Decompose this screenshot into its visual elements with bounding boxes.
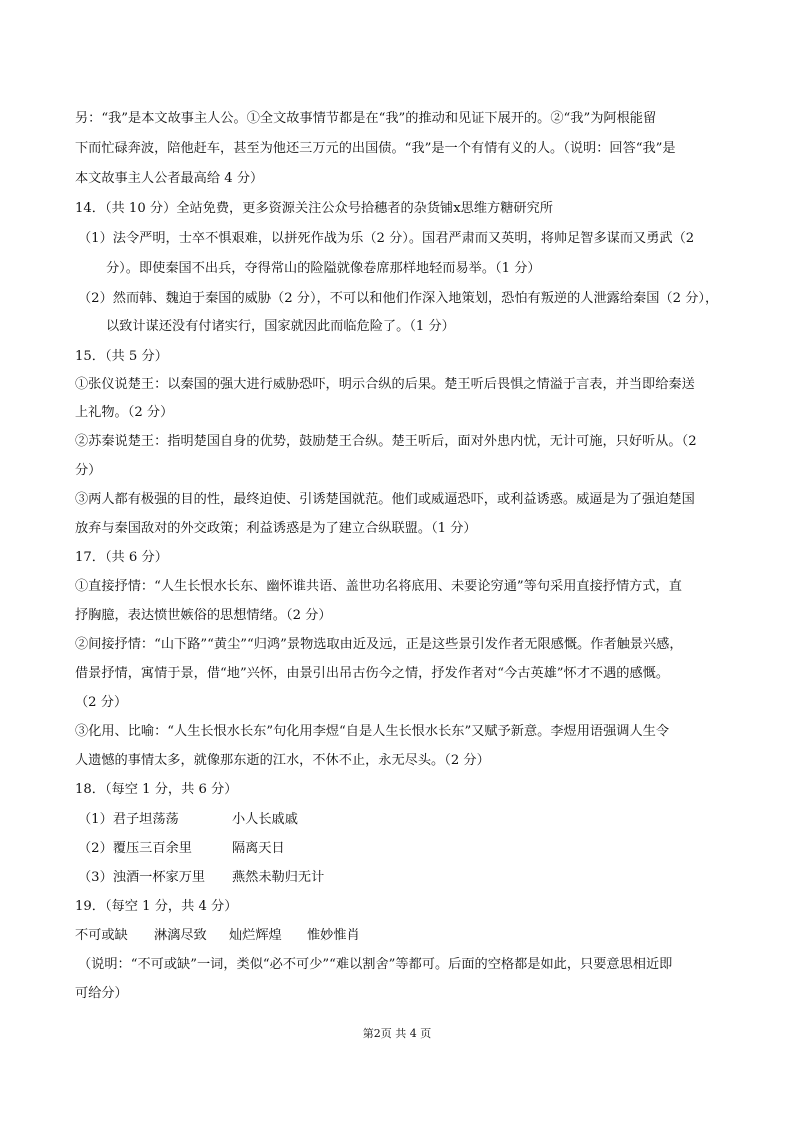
text-line: ②间接抒情：“山下路”“黄尘”“归鸿”景物选取由近及远，正是这些景引发作者无限感慨。作者触景兴感，	[75, 637, 683, 652]
text-line: 借景抒情，寓情于景，借“地”兴怀，由景引出吊古伤今之情，抒发作者对“今古英雄”怀才不遇的感慨。	[75, 666, 670, 681]
text-line: 分）。即使秦国不出兵，夺得常山的险隘就像卷席那样地轻而易举。（1 分）	[106, 261, 541, 276]
section-heading-18: 18．（每空 1 分，共 6 分）	[75, 782, 238, 797]
section-heading-19: 19．（每空 1 分，共 4 分）	[75, 899, 238, 914]
text-line: 另：“我”是本文故事主人公。①全文故事情节都是在“我”的推动和见证下展开的。②“我”为阿根能留	[75, 111, 657, 126]
blank-answer: 不可或缺	[75, 928, 128, 943]
blank-answer: 淋漓尽致	[154, 928, 207, 943]
text-line: ①直接抒情：“人生长恨水长东、幽怀谁共语、盖世功名将底用、未要论穷通”等句采用直接抒情方式，直	[75, 579, 682, 594]
text-line: 可给分）	[75, 986, 128, 1001]
text-line: 本文故事主人公者最高给 4 分）	[75, 171, 264, 186]
section-heading-17: 17．（共 6 分）	[75, 550, 168, 565]
text-line: （2 分）	[75, 695, 128, 710]
text-line: （说明：“不可或缺”一词，类似“必不可少”“难以割舍”等都可。后面的空格都是如此，只要意思相近即	[78, 957, 673, 972]
blank-answer: 隔离天日	[232, 841, 285, 856]
text-line: 下而忙碌奔波，陪他赶车，甚至为他还三万元的出国债。“我”是一个有情有义的人。（说明：回答“我”是	[75, 141, 676, 156]
section-heading-15: 15．（共 5 分）	[75, 349, 168, 364]
blank-answer: 惟妙惟肖	[307, 928, 360, 943]
text-line: ③两人都有极强的目的性，最终迫使、引诱楚国就范。他们或威逼恐吓，或利益诱惑。威逼是为了强迫楚国	[75, 492, 695, 507]
text-line: （1）法令严明，士卒不惧艰难，以拼死作战为乐（2 分）。国君严肃而又英明，将帅足智多谋而又勇武（2	[78, 231, 695, 246]
blank-answer: 燕然未勒归无计	[232, 870, 325, 885]
section-heading-14: 14．（共 10 分）全站免费，更多资源关注公众号拾穗者的杂货铺x思维方糖研究所	[75, 201, 553, 216]
blank-answer: （1）君子坦荡荡	[78, 812, 179, 827]
text-line: 抒胸臆，表达愤世嫉俗的思想情绪。（2 分）	[75, 608, 332, 623]
text-line: ②苏秦说楚王：指明楚国自身的优势，鼓励楚王合纵。楚王听后，面对外患内忧，无计可施，只好听从。（2	[75, 434, 697, 449]
text-line: 分）	[75, 463, 102, 478]
text-line: ③化用、比喻：“人生长恨水长东”句化用李煜“自是人生长恨水长东”又赋予新意。李煜用语强调人生令	[75, 724, 670, 739]
page-footer: 第2页 共 4 页	[362, 1027, 432, 1040]
blank-answer: 灿烂辉煌	[229, 928, 282, 943]
text-line: ①张仪说楚王：以秦国的强大进行威胁恐吓，明示合纵的后果。楚王听后畏惧之情溢于言表，并当即给秦送	[75, 377, 695, 392]
blank-answer: （3）浊酒一杯家万里	[78, 870, 206, 885]
text-line: （2）然而韩、魏迫于秦国的威胁（2 分），不可以和他们作深入地策划，恐怕有叛逆的人泄露给秦国（2 分），	[78, 291, 719, 306]
text-line: 人遗憾的事情太多，就像那东逝的江水，不休不止，永无尽头。（2 分）	[75, 753, 490, 768]
text-line: 上礼物。（2 分）	[75, 405, 174, 420]
text-line: 放弃与秦国敌对的外交政策；利益诱惑是为了建立合纵联盟。（1 分）	[75, 521, 477, 536]
blank-answer: 小人长戚戚	[232, 812, 298, 827]
blank-answer: （2）覆压三百余里	[78, 841, 192, 856]
text-line: 以致计谋还没有付诸实行，国家就因此而临危险了。（1 分）	[106, 319, 455, 334]
